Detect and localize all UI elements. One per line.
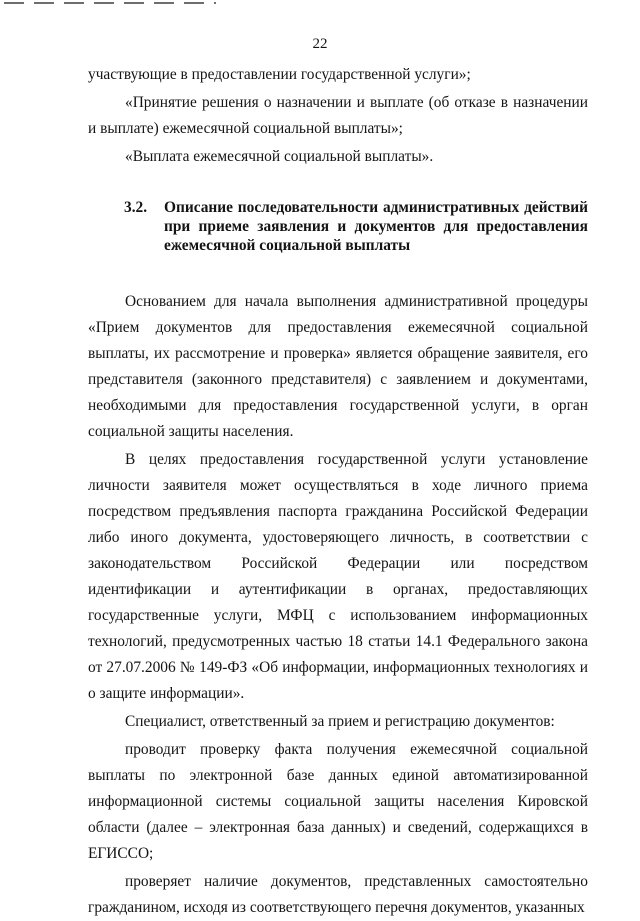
paragraph-payment-procedure: «Выплата ежемесячной социальной выплаты». <box>125 148 434 165</box>
paragraph-check: проводит проверку факта получения ежемесячной социальной выплаты по электронной базе данных единой автоматизированной информационной системы социальной защиты населения Кировской области (далее – электронная база данных) и сведений, содержащихся в ЕГИССО; <box>88 741 588 862</box>
top-scan-rule <box>4 2 216 4</box>
section-number: 3.2. <box>124 199 148 216</box>
paragraph-continued: участвующие в предоставлении государственной услуги»; <box>88 66 471 83</box>
section-heading <box>88 198 588 255</box>
paragraph-specialist: Специалист, ответственный за прием и регистрацию документов: <box>125 713 555 730</box>
paragraph-decision-procedure: «Принятие решения о назначении и выплате (об отказе в назначении и выплате) ежемесячной социальной выплаты»; <box>88 94 588 137</box>
page-number: 22 <box>312 36 328 52</box>
document-body <box>88 62 588 921</box>
paragraph-verify: проверяет наличие документов, представленных самостоятельно гражданином, исходя из соответствующего перечня документов, указанных <box>88 873 588 916</box>
section-title: Описание последовательности административных действий при приеме заявления и документов для предоставления ежемесячной социальной выплаты <box>164 199 588 254</box>
paragraph-basis: Основанием для начала выполнения административной процедуры «Прием документов для предоставления ежемесячной социальной выплаты, их рассмотрение и проверка» является обращение заявителя, его представителя (законного представителя) с заявлением и документами, необходимыми для предоставления государственной услуги, в орган социальной защиты населения. <box>88 293 588 440</box>
paragraph-identity: В целях предоставления государственной услуги установление личности заявителя может осуществляться в ходе личного приема посредством предъявления паспорта гражданина Российской Федерации либо иного документа, удостоверяющего личность, в соответствии с законодательством Российской Федерации или посредством идентификации и аутентификации в органах, предоставляющих государственные услуги, МФЦ с использованием информационных технологий, предусмотренных частью 18 статьи 14.1 Федерального закона от 27.07.2006 № 149-ФЗ «Об информации, информационных технологиях и о защите информации». <box>88 451 588 702</box>
